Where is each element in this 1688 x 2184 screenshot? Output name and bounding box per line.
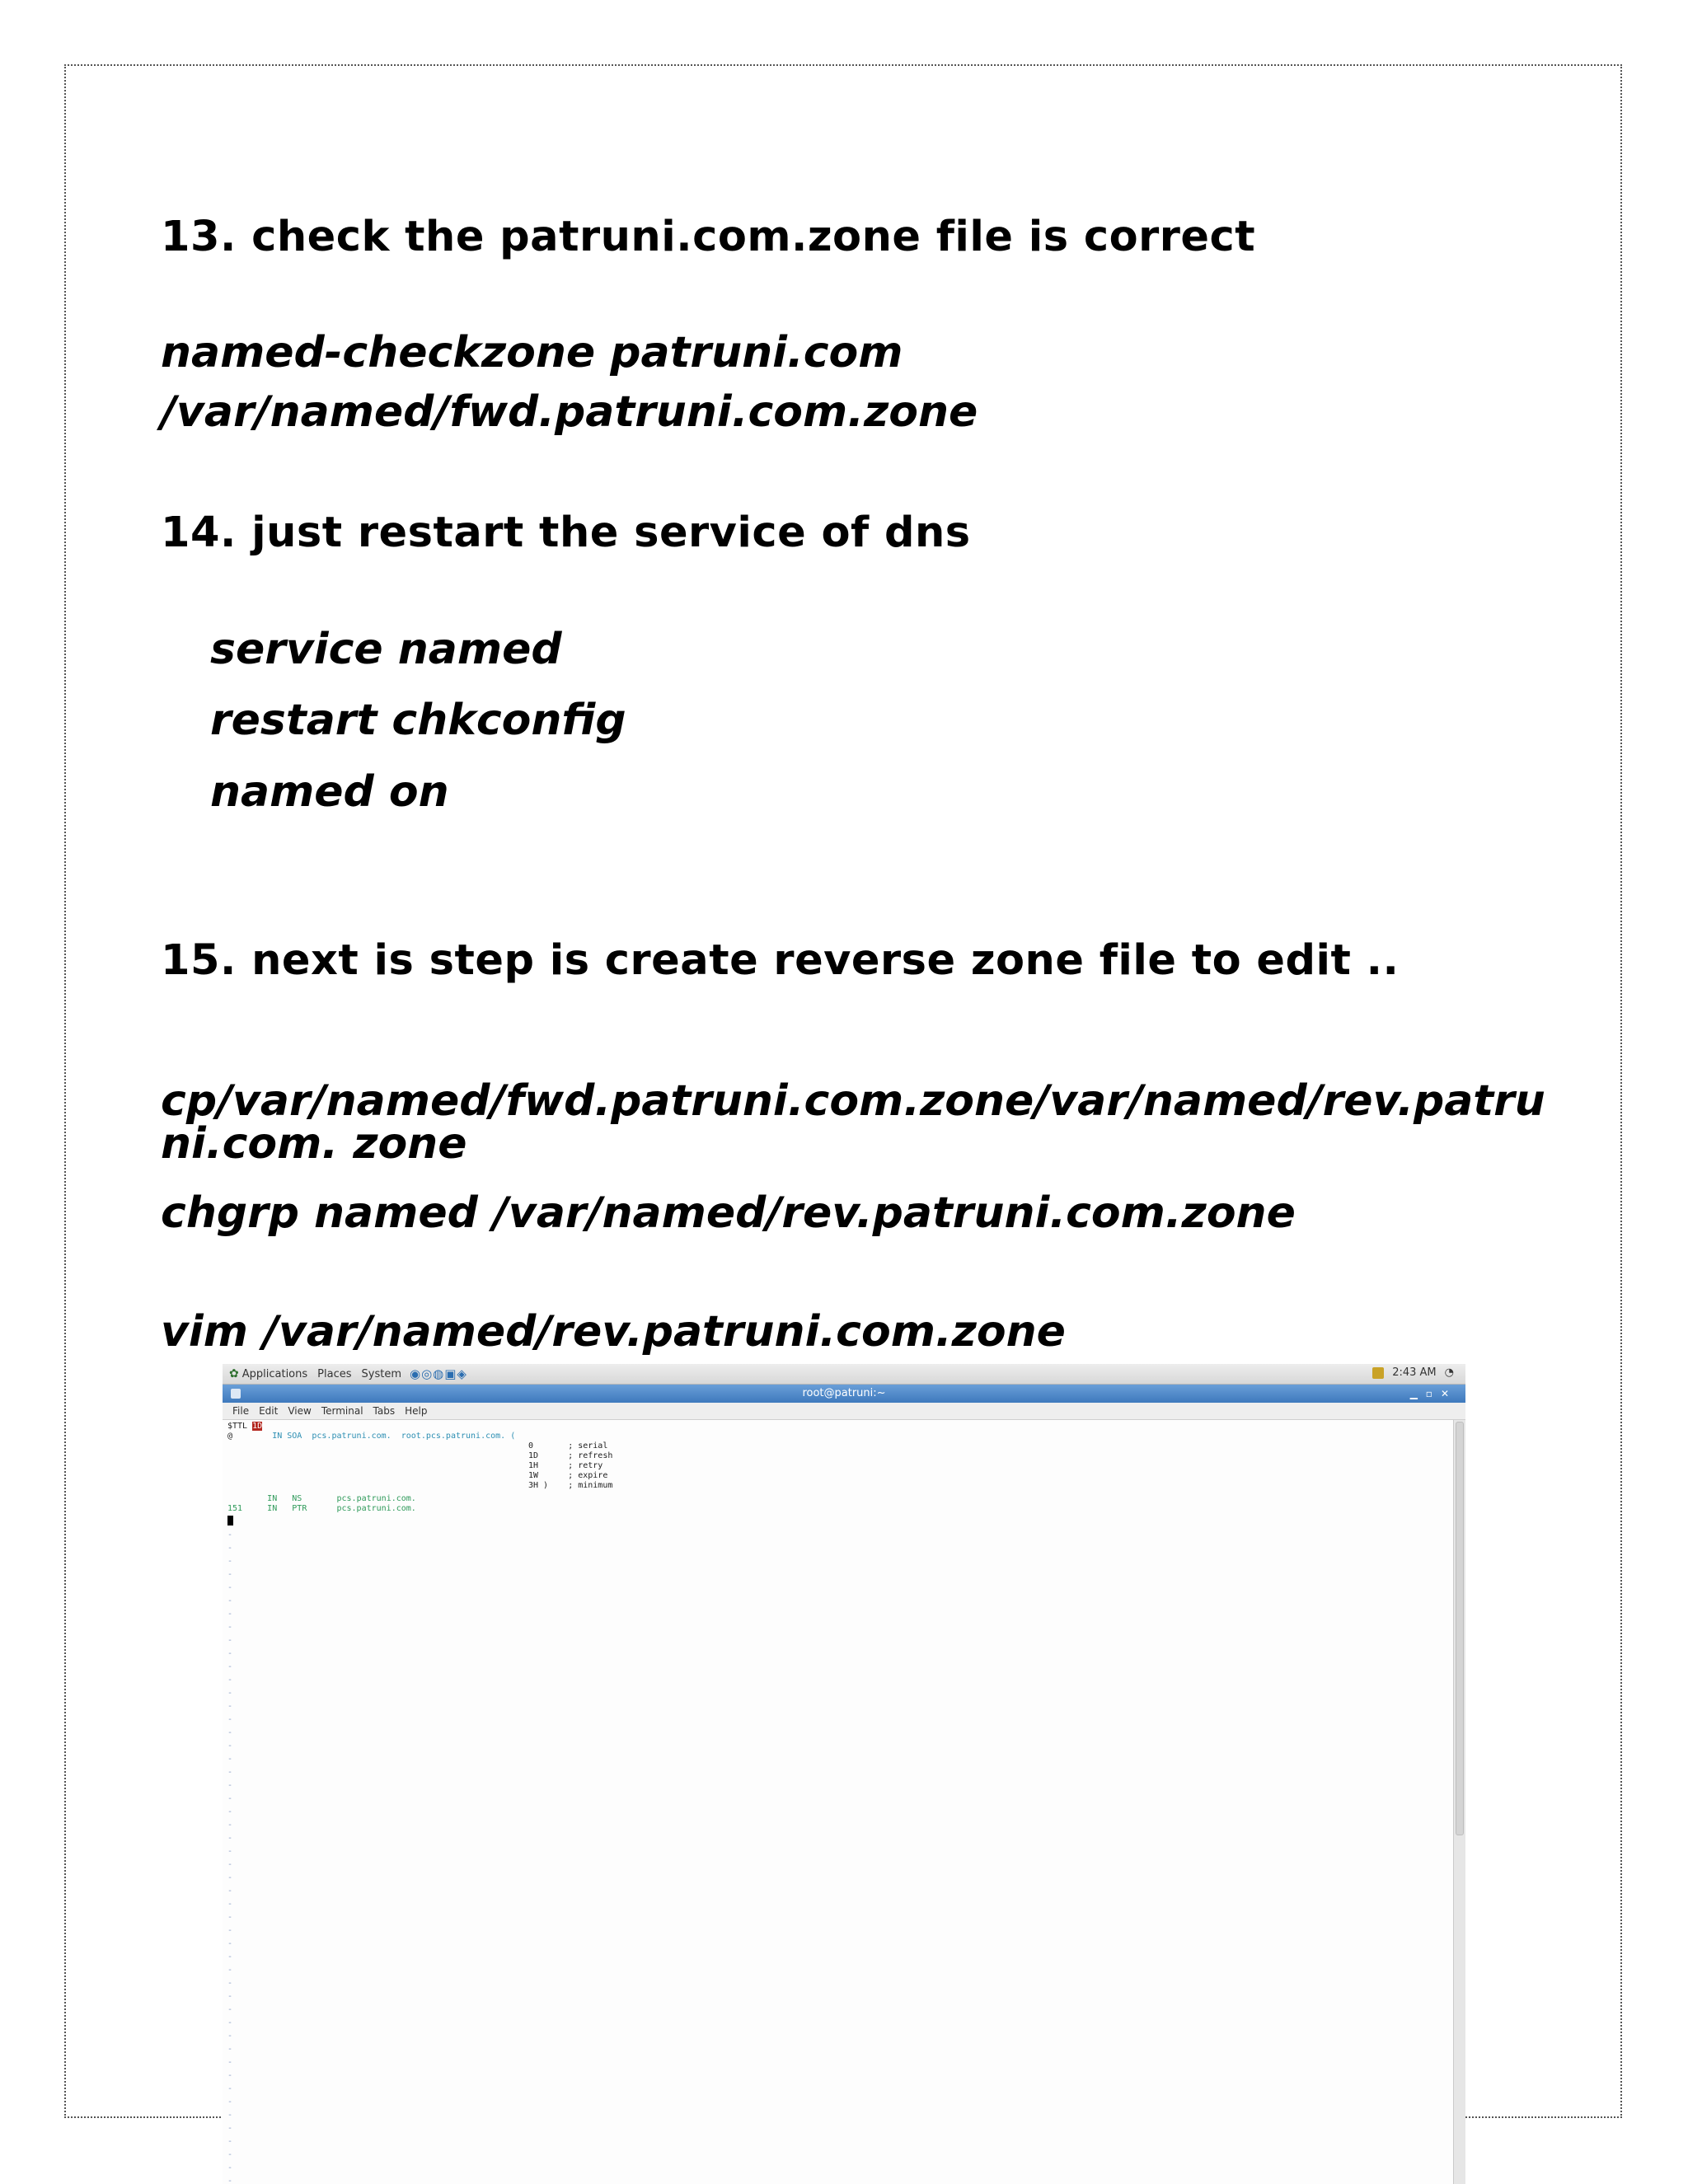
tilde-marker: -: [227, 2124, 233, 2133]
tilde-marker: -: [227, 1689, 233, 1698]
tilde-marker: -: [227, 1926, 233, 1935]
tilde-marker: -: [227, 1834, 233, 1843]
tilde-marker: -: [227, 1821, 233, 1830]
step-14-command-line-2: restart chkconfig: [210, 696, 626, 745]
window-controls[interactable]: ▁▫✕: [1409, 1388, 1457, 1399]
ttl-value: 1D: [252, 1422, 263, 1431]
ptr-record-line: 151 IN PTR pcs.patruni.com.: [227, 1504, 416, 1513]
top-panel: [223, 1364, 1465, 1385]
window-title: root@patruni:~: [802, 1387, 886, 1399]
step-15-command-line-1: cp/var/named/fwd.patruni.com.zone/var/named/rev.patru: [161, 1076, 1545, 1126]
step-13-heading: 13. check the patruni.com.zone file is correct: [161, 213, 1256, 261]
tilde-marker: -: [227, 2032, 233, 2041]
tilde-marker: -: [227, 1768, 233, 1777]
step-13-command-line-1: named-checkzone patruni.com: [161, 328, 903, 377]
tilde-marker: -: [227, 2097, 233, 2107]
menu-file[interactable]: File: [232, 1405, 250, 1417]
soa-param-serial: 0 ; serial: [528, 1441, 608, 1451]
applications-menu[interactable]: Applications: [241, 1367, 308, 1380]
tilde-marker: -: [227, 1675, 233, 1685]
soa-param-refresh: 1D ; refresh: [528, 1451, 613, 1460]
soa-param-minimum: 3H ) ; minimum: [528, 1481, 613, 1490]
step-14-command-line-3: named on: [210, 767, 449, 817]
soa-line: @ IN SOA pcs.patruni.com. root.pcs.patruni.com. (: [227, 1432, 516, 1441]
tilde-marker: -: [227, 2018, 233, 2027]
menu-bar: [223, 1403, 1465, 1420]
menu-tabs[interactable]: Tabs: [373, 1405, 396, 1417]
tilde-marker: -: [227, 1728, 233, 1737]
tilde-marker: -: [227, 2084, 233, 2093]
tilde-marker: -: [227, 2071, 233, 2080]
tilde-marker: -: [227, 1715, 233, 1724]
step-14-command-line-1: service named: [210, 625, 562, 674]
launcher-icons[interactable]: ◉◎◍▣◈: [409, 1366, 467, 1381]
tilde-marker: -: [227, 1913, 233, 1922]
soa-param-retry: 1H ; retry: [528, 1461, 603, 1470]
step-15-command-line-4: vim /var/named/rev.patruni.com.zone: [161, 1307, 1066, 1357]
tilde-marker: -: [227, 1741, 233, 1750]
tilde-marker: -: [227, 1702, 233, 1711]
step-13-command-line-2: /var/named/fwd.patruni.com.zone: [161, 387, 978, 437]
ttl-line: $TTL 1D: [227, 1422, 263, 1431]
tilde-marker: -: [227, 1939, 233, 1948]
menu-terminal[interactable]: Terminal: [321, 1405, 363, 1417]
tilde-marker: -: [227, 1610, 233, 1619]
tilde-marker: -: [227, 1794, 233, 1803]
step-15-command-line-2: ni.com. zone: [161, 1119, 467, 1169]
scrollbar-thumb[interactable]: [1456, 1422, 1464, 1835]
tilde-marker: -: [227, 1900, 233, 1909]
tilde-marker: -: [227, 2111, 233, 2120]
tilde-marker: -: [227, 1755, 233, 1764]
step-14-heading: 14. just restart the service of dns: [161, 509, 971, 557]
tilde-marker: -: [227, 1570, 233, 1579]
window-titlebar[interactable]: [223, 1385, 1465, 1403]
applications-icon: ✿: [229, 1367, 239, 1380]
system-menu[interactable]: System: [361, 1367, 401, 1380]
tilde-marker: -: [227, 1860, 233, 1869]
tilde-marker: -: [227, 1873, 233, 1882]
tilde-marker: -: [227, 1966, 233, 1975]
terminal-scrollbar[interactable]: [1453, 1420, 1465, 2184]
notification-icon[interactable]: [1372, 1367, 1384, 1379]
tilde-marker: -: [227, 2005, 233, 2014]
tilde-marker: -: [227, 1847, 233, 1856]
tilde-marker: -: [227, 2177, 233, 2184]
tilde-marker: -: [227, 1557, 233, 1566]
menu-view[interactable]: View: [288, 1405, 312, 1417]
tilde-marker: -: [227, 1530, 233, 1540]
terminal-cursor: [227, 1516, 233, 1526]
menu-edit[interactable]: Edit: [259, 1405, 279, 1417]
terminal-icon: [231, 1389, 241, 1399]
tilde-marker: -: [227, 1544, 233, 1553]
tilde-marker: -: [227, 1952, 233, 1961]
tilde-marker: -: [227, 1886, 233, 1896]
tilde-marker: -: [227, 2058, 233, 2067]
terminal-screenshot: [223, 1364, 1465, 2184]
places-menu[interactable]: Places: [317, 1367, 352, 1380]
tilde-marker: -: [227, 1583, 233, 1592]
terminal-area[interactable]: [223, 1420, 1454, 2184]
tilde-marker: -: [227, 1807, 233, 1816]
step-15-command-line-3: chgrp named /var/named/rev.patruni.com.zone: [161, 1188, 1296, 1238]
tilde-marker: -: [227, 1596, 233, 1605]
tilde-marker: -: [227, 2163, 233, 2172]
tilde-marker: -: [227, 2045, 233, 2054]
tilde-marker: -: [227, 1979, 233, 1988]
tilde-marker: -: [227, 2150, 233, 2159]
tilde-marker: -: [227, 1636, 233, 1645]
step-15-heading: 15. next is step is create reverse zone file to edit ..: [161, 936, 1400, 985]
tilde-marker: -: [227, 1781, 233, 1790]
menu-help[interactable]: Help: [405, 1405, 428, 1417]
tilde-marker: -: [227, 1992, 233, 2001]
tilde-marker: -: [227, 1623, 233, 1632]
soa-param-expire: 1W ; expire: [528, 1471, 608, 1480]
ns-record-line: IN NS pcs.patruni.com.: [267, 1494, 416, 1503]
tilde-marker: -: [227, 1662, 233, 1671]
panel-clock: 2:43 AM: [1392, 1366, 1437, 1379]
volume-icon[interactable]: ◔: [1444, 1366, 1454, 1379]
tilde-marker: -: [227, 1649, 233, 1658]
tilde-marker: -: [227, 2137, 233, 2146]
